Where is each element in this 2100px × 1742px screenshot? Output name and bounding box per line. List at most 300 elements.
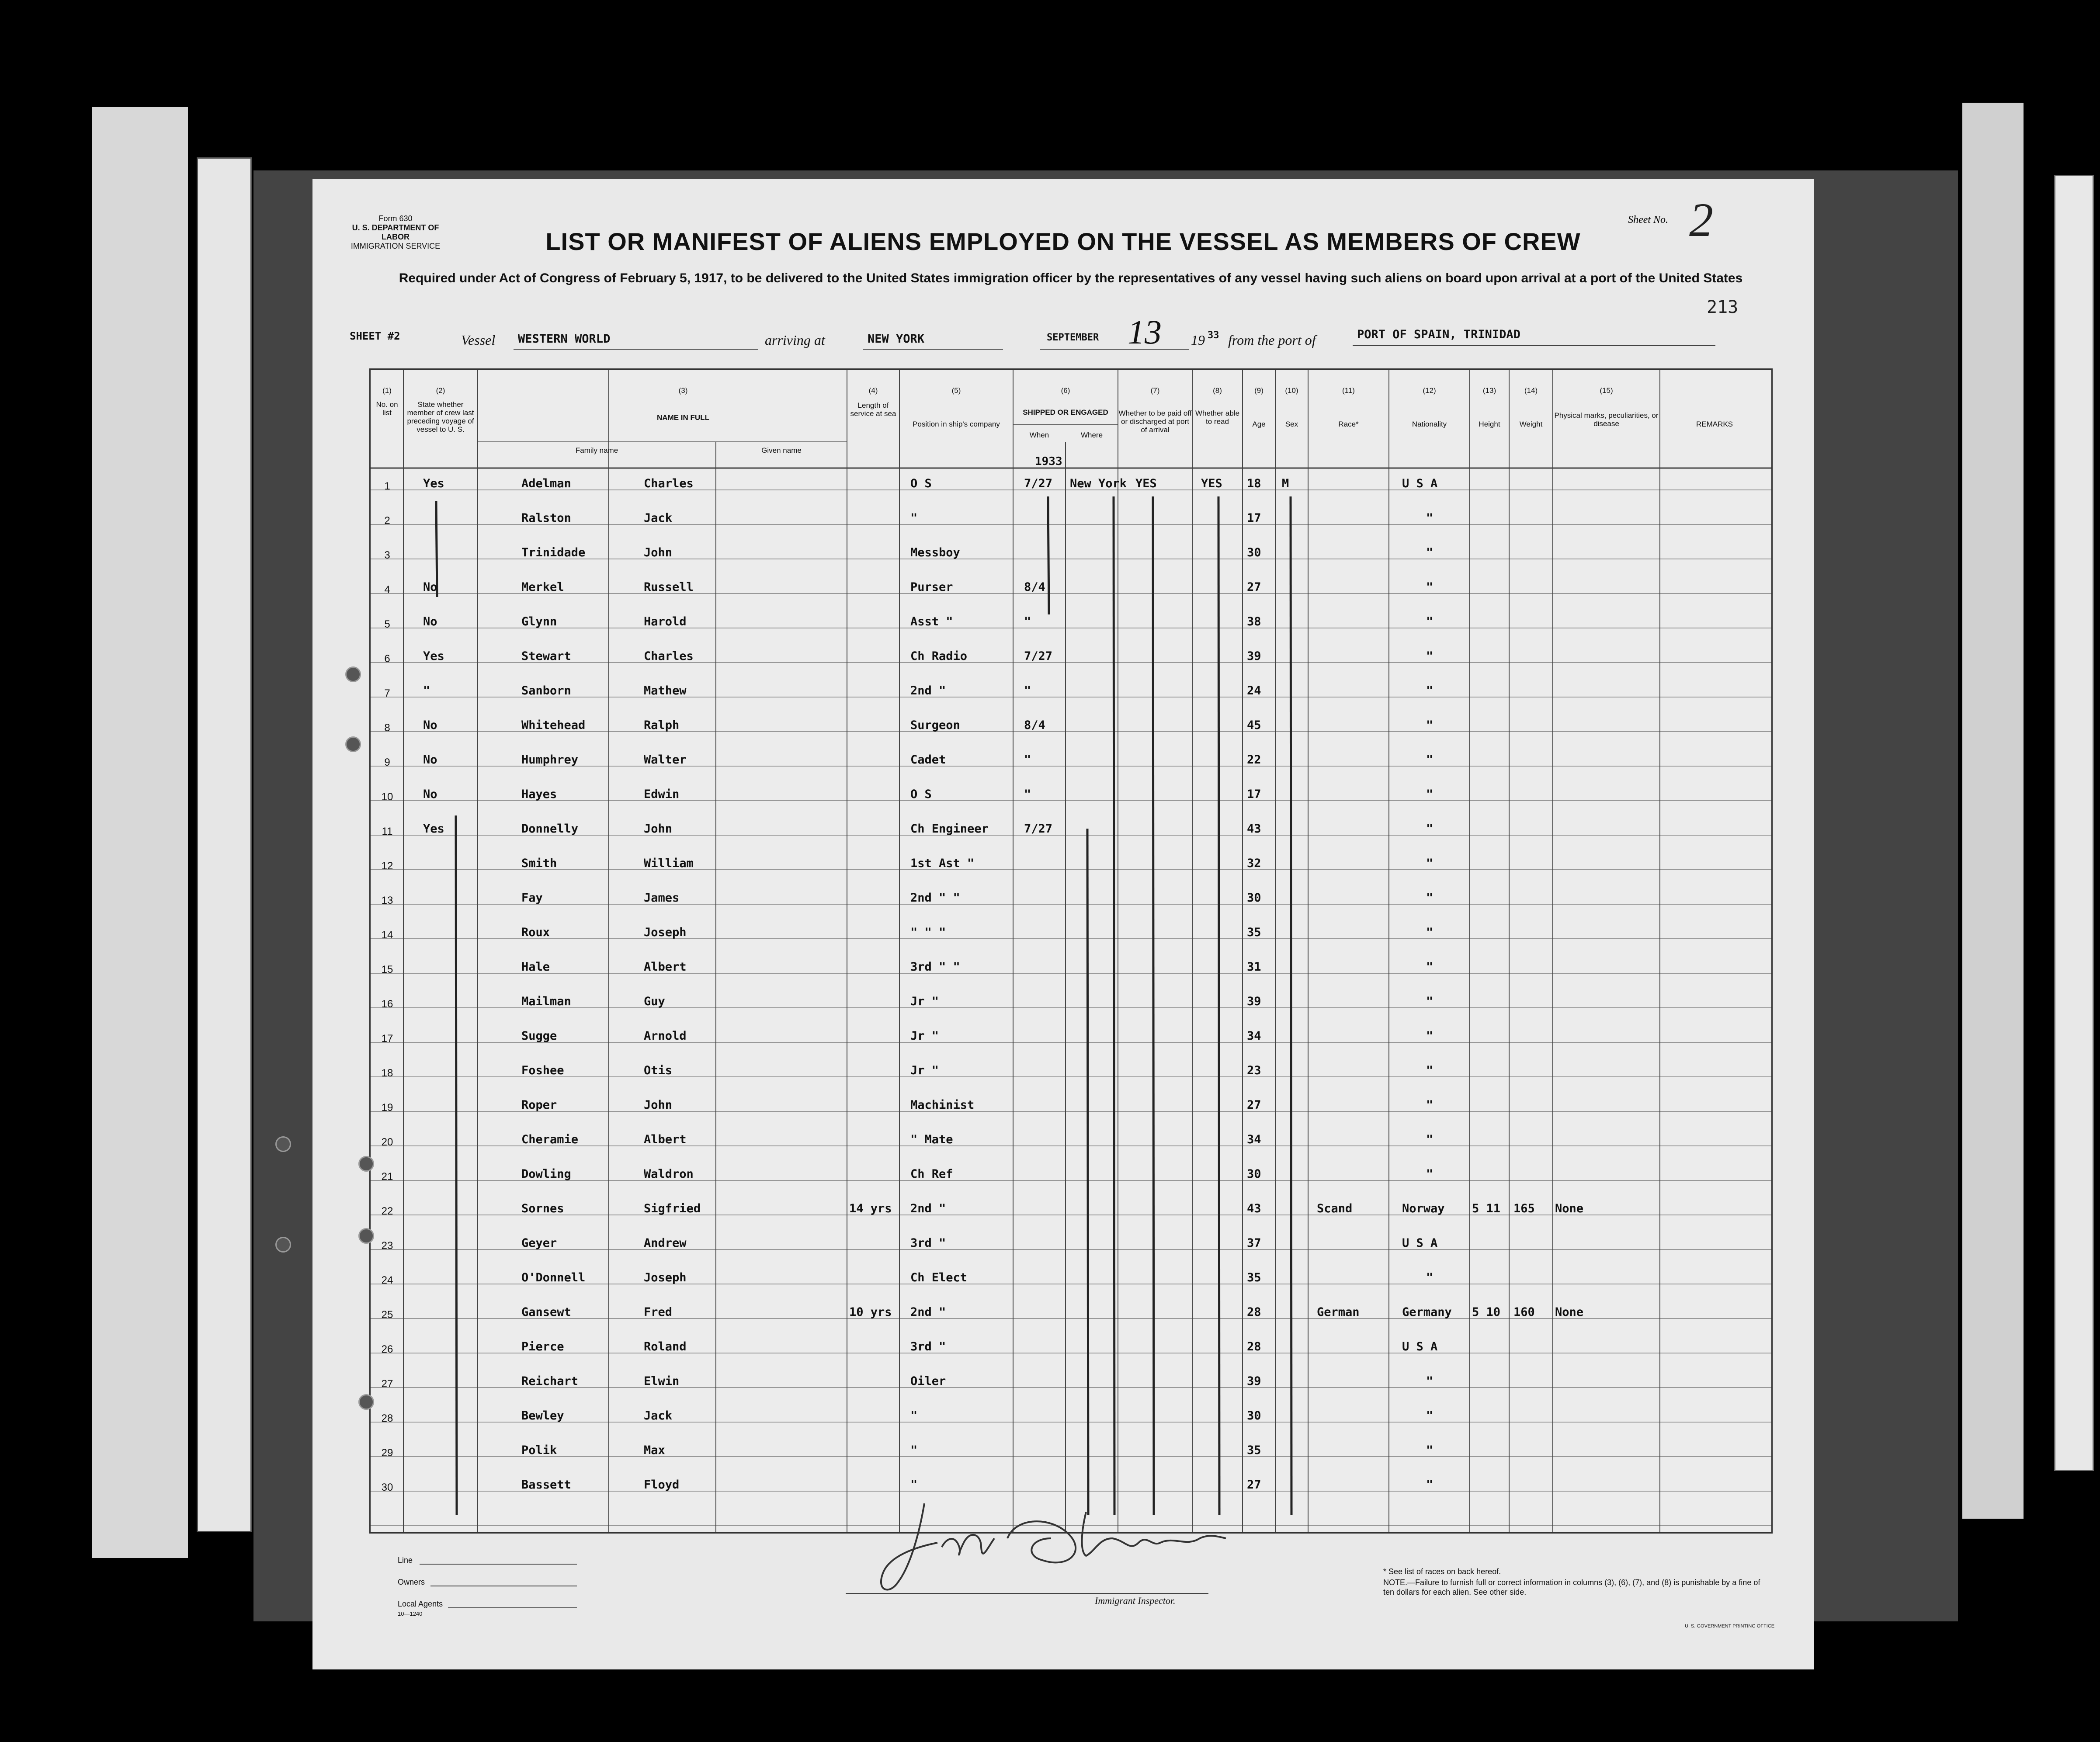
nationality-cell: " bbox=[1426, 857, 1434, 870]
family-name-cell: Reichart bbox=[521, 1374, 579, 1388]
nationality-cell: " bbox=[1426, 1064, 1434, 1077]
binder-hole bbox=[358, 1394, 374, 1410]
shipped-when-cell: 7/27 bbox=[1024, 649, 1053, 663]
shipped-when-cell: " bbox=[1024, 788, 1031, 801]
height-cell: 5 10 bbox=[1472, 1305, 1501, 1319]
position-cell: 3rd " bbox=[910, 1236, 946, 1250]
year-prefix: 19 bbox=[1191, 332, 1205, 348]
given-name-cell: Ralph bbox=[644, 718, 680, 732]
age-cell: 35 bbox=[1247, 926, 1261, 939]
family-name-cell: Sanborn bbox=[521, 684, 571, 697]
position-cell: Asst " bbox=[910, 615, 953, 628]
family-name-cell: Gansewt bbox=[521, 1305, 571, 1319]
length-of-service-cell: 10 yrs bbox=[849, 1305, 892, 1319]
local-agents-code: 10—1240 bbox=[398, 1610, 423, 1617]
age-cell: 28 bbox=[1247, 1305, 1261, 1319]
row-number: 1 bbox=[384, 480, 390, 492]
position-cell: 3rd " bbox=[910, 1340, 946, 1353]
given-name-cell: Waldron bbox=[644, 1167, 694, 1181]
agents-underline bbox=[448, 1607, 577, 1608]
position-cell: O S bbox=[910, 788, 932, 801]
age-cell: 39 bbox=[1247, 1374, 1261, 1388]
given-name-cell: Walter bbox=[644, 753, 687, 767]
col7-number: (7) bbox=[1150, 386, 1160, 395]
physical-marks-cell: None bbox=[1555, 1202, 1584, 1215]
nationality-cell: " bbox=[1426, 995, 1434, 1008]
col2-header: State whether member of crew last preceding voyage of vessel to U. S. bbox=[407, 400, 474, 434]
age-cell: 34 bbox=[1247, 1029, 1261, 1043]
col3-header: NAME IN FULL bbox=[657, 413, 709, 422]
family-name-cell: Pierce bbox=[521, 1340, 564, 1353]
given-name-cell: John bbox=[644, 1098, 673, 1112]
family-name-cell: Dowling bbox=[521, 1167, 571, 1181]
nationality-cell: " bbox=[1426, 546, 1434, 559]
binder-hole bbox=[275, 1237, 291, 1253]
nationality-cell: " bbox=[1426, 1098, 1434, 1112]
position-cell: 2nd " bbox=[910, 1202, 946, 1215]
prev-voyage-cell: Yes bbox=[423, 822, 444, 836]
age-cell: 39 bbox=[1247, 995, 1261, 1008]
paid-off-cell: YES bbox=[1135, 477, 1157, 490]
sheet-number-label: Sheet No. bbox=[1628, 214, 1668, 226]
row-number: 28 bbox=[381, 1412, 393, 1424]
col9-number: (9) bbox=[1254, 386, 1263, 395]
family-name-cell: Bassett bbox=[521, 1478, 571, 1492]
nationality-cell: " bbox=[1426, 684, 1434, 697]
col5-number: (5) bbox=[951, 386, 961, 395]
prev-voyage-cell: No bbox=[423, 788, 437, 801]
prev-voyage-cell: " bbox=[423, 684, 430, 697]
shipped-when-cell: 8/4 bbox=[1024, 718, 1045, 732]
nationality-cell: " bbox=[1426, 1133, 1434, 1146]
nationality-cell: " bbox=[1426, 753, 1434, 767]
binder-hole bbox=[275, 1136, 291, 1152]
nationality-cell: Norway bbox=[1402, 1202, 1445, 1215]
col10-header: Sex bbox=[1285, 420, 1298, 428]
shipped-when-cell: 7/27 bbox=[1024, 822, 1053, 836]
shipped-when-cell: " bbox=[1024, 684, 1031, 697]
age-cell: 43 bbox=[1247, 822, 1261, 836]
age-cell: 30 bbox=[1247, 546, 1261, 559]
printer-note: U. S. GOVERNMENT PRINTING OFFICE bbox=[1685, 1624, 1775, 1629]
age-cell: 27 bbox=[1247, 1478, 1261, 1492]
age-cell: 38 bbox=[1247, 615, 1261, 628]
nationality-cell: " bbox=[1426, 649, 1434, 663]
family-name-cell: Sugge bbox=[521, 1029, 557, 1043]
owners-label: Owners bbox=[398, 1578, 425, 1586]
position-cell: " bbox=[910, 1478, 918, 1492]
age-cell: 32 bbox=[1247, 857, 1261, 870]
family-name-cell: Foshee bbox=[521, 1064, 564, 1077]
row-number: 25 bbox=[381, 1309, 393, 1321]
race-cell: Scand bbox=[1317, 1202, 1353, 1215]
family-name-cell: Humphrey bbox=[521, 753, 579, 767]
form-number: Form 630 bbox=[378, 214, 413, 223]
position-cell: " bbox=[910, 511, 918, 525]
arriving-label: arriving at bbox=[765, 332, 825, 348]
age-cell: 28 bbox=[1247, 1340, 1261, 1353]
nationality-cell: " bbox=[1426, 1374, 1434, 1388]
given-name-cell: Joseph bbox=[644, 926, 687, 939]
col8-header: Whether able to read bbox=[1195, 409, 1240, 426]
family-name-cell: Glynn bbox=[521, 615, 557, 628]
family-name-cell: Merkel bbox=[521, 580, 564, 594]
given-name-cell: Joseph bbox=[644, 1271, 687, 1284]
family-name-cell: Bewley bbox=[521, 1409, 564, 1423]
given-name-cell: Charles bbox=[644, 649, 694, 663]
position-cell: O S bbox=[910, 477, 932, 490]
age-cell: 35 bbox=[1247, 1271, 1261, 1284]
col6-number: (6) bbox=[1061, 386, 1070, 395]
family-name-cell: Cheramie bbox=[521, 1133, 579, 1146]
family-name-cell: Stewart bbox=[521, 649, 571, 663]
family-name-cell: Hale bbox=[521, 960, 550, 974]
height-cell: 5 11 bbox=[1472, 1202, 1501, 1215]
department: U. S. DEPARTMENT OF LABOR bbox=[352, 223, 439, 241]
given-name-cell: Charles bbox=[644, 477, 694, 490]
col5-header: Position in ship's company bbox=[913, 420, 1000, 428]
position-cell: " bbox=[910, 1409, 918, 1423]
position-cell: Cadet bbox=[910, 753, 946, 767]
nationality-cell: U S A bbox=[1402, 1340, 1438, 1353]
col4-number: (4) bbox=[868, 386, 878, 395]
nationality-cell: " bbox=[1426, 1167, 1434, 1181]
given-name-cell: Otis bbox=[644, 1064, 673, 1077]
col15-header: Physical marks, peculiarities, or disease bbox=[1554, 411, 1659, 428]
line-underline bbox=[420, 1564, 577, 1565]
given-name-cell: Arnold bbox=[644, 1029, 687, 1043]
prev-voyage-cell: No bbox=[423, 580, 437, 594]
nationality-cell: U S A bbox=[1402, 477, 1438, 490]
position-cell: Jr " bbox=[910, 995, 939, 1008]
col2-number: (2) bbox=[436, 386, 445, 395]
weight-cell: 160 bbox=[1513, 1305, 1535, 1319]
age-cell: 34 bbox=[1247, 1133, 1261, 1146]
table-grid bbox=[371, 370, 1771, 1532]
nationality-cell: " bbox=[1426, 788, 1434, 801]
immigrant-inspector-label: Immigrant Inspector. bbox=[1095, 1595, 1176, 1606]
given-name-cell: Fred bbox=[644, 1305, 673, 1319]
stamp-number: 213 bbox=[1707, 297, 1739, 317]
row-number: 19 bbox=[381, 1102, 393, 1114]
family-name-cell: Geyer bbox=[521, 1236, 557, 1250]
row-number: 8 bbox=[384, 722, 390, 734]
arrival-month: SEPTEMBER bbox=[1047, 332, 1099, 343]
age-cell: 30 bbox=[1247, 891, 1261, 905]
shipped-when-cell: " bbox=[1024, 753, 1031, 767]
row-number: 9 bbox=[384, 756, 390, 768]
position-cell: Ch Engineer bbox=[910, 822, 989, 836]
prev-voyage-cell: Yes bbox=[423, 649, 444, 663]
row-number: 22 bbox=[381, 1205, 393, 1217]
able-to-read-cell: YES bbox=[1201, 477, 1222, 490]
position-cell: " " " bbox=[910, 926, 946, 939]
nationality-cell: " bbox=[1426, 511, 1434, 525]
left-binder-edge bbox=[92, 107, 188, 1558]
col13-number: (13) bbox=[1482, 386, 1496, 395]
year-suffix: 33 bbox=[1208, 330, 1219, 341]
family-name-cell: Hayes bbox=[521, 788, 557, 801]
from-port-underline bbox=[1353, 345, 1715, 346]
col13-header: Height bbox=[1479, 420, 1500, 428]
age-cell: 18 bbox=[1247, 477, 1261, 490]
family-name-cell: Whitehead bbox=[521, 718, 586, 732]
nationality-cell: Germany bbox=[1402, 1305, 1452, 1319]
given-name-cell: Floyd bbox=[644, 1478, 680, 1492]
length-of-service-cell: 14 yrs bbox=[849, 1202, 892, 1215]
nationality-cell: " bbox=[1426, 1478, 1434, 1492]
family-name-cell: Mailman bbox=[521, 995, 571, 1008]
nationality-cell: U S A bbox=[1402, 1236, 1438, 1250]
position-cell: Oiler bbox=[910, 1374, 946, 1388]
age-cell: 39 bbox=[1247, 649, 1261, 663]
given-name-cell: Russell bbox=[644, 580, 694, 594]
binder-hole bbox=[345, 666, 361, 682]
row-number: 12 bbox=[381, 860, 393, 872]
row-number: 24 bbox=[381, 1274, 393, 1286]
signature-underline bbox=[846, 1593, 1208, 1594]
from-port: PORT OF SPAIN, TRINIDAD bbox=[1357, 328, 1520, 341]
arrival-day: 13 bbox=[1128, 313, 1162, 351]
family-name-cell: Smith bbox=[521, 857, 557, 870]
col11-number: (11) bbox=[1342, 386, 1355, 395]
row-number: 15 bbox=[381, 964, 393, 975]
given-name-cell: James bbox=[644, 891, 680, 905]
col6-header: SHIPPED OR ENGAGED bbox=[1023, 408, 1108, 416]
ditto-stroke bbox=[1153, 496, 1154, 1515]
position-cell: Ch Radio bbox=[910, 649, 968, 663]
form-title: LIST OR MANIFEST OF ALIENS EMPLOYED ON THE VESSEL AS MEMBERS OF CREW bbox=[545, 228, 1581, 255]
row-number: 16 bbox=[381, 998, 393, 1010]
inspector-signature bbox=[824, 1486, 1261, 1600]
given-name-cell: Jack bbox=[644, 511, 673, 525]
position-cell: Messboy bbox=[910, 546, 960, 559]
age-cell: 30 bbox=[1247, 1409, 1261, 1423]
binder-hole bbox=[345, 736, 361, 752]
position-cell: 2nd " bbox=[910, 684, 946, 697]
service: IMMIGRATION SERVICE bbox=[351, 242, 441, 250]
col1-number: (1) bbox=[382, 386, 392, 395]
local-agents-label: Local Agents bbox=[398, 1600, 443, 1608]
family-name-cell: Fay bbox=[521, 891, 543, 905]
nationality-cell: " bbox=[1426, 960, 1434, 974]
col12-number: (12) bbox=[1423, 386, 1436, 395]
nationality-cell: " bbox=[1426, 580, 1434, 594]
prev-voyage-cell: No bbox=[423, 615, 437, 628]
family-name-cell: Polik bbox=[521, 1444, 557, 1457]
nationality-cell: " bbox=[1426, 615, 1434, 628]
row-number: 29 bbox=[381, 1447, 393, 1459]
prev-voyage-cell: No bbox=[423, 718, 437, 732]
given-name-cell: Max bbox=[644, 1444, 665, 1457]
sheet-label: SHEET #2 bbox=[350, 330, 400, 342]
position-cell: Machinist bbox=[910, 1098, 975, 1112]
col3-given-header: Given name bbox=[761, 446, 802, 455]
row-number: 5 bbox=[384, 618, 390, 630]
col1-header: No. on list bbox=[376, 400, 398, 417]
age-cell: 27 bbox=[1247, 580, 1261, 594]
form-subtitle: Required under Act of Congress of February 5, 1917, to be delivered to the United States immigration officer by the representatives of any vessel having such aliens on board upon arrival at a port of the United States bbox=[399, 271, 1743, 285]
family-name-cell: O'Donnell bbox=[521, 1271, 586, 1284]
given-name-cell: Sigfried bbox=[644, 1202, 701, 1215]
position-cell: 3rd " " bbox=[910, 960, 960, 974]
age-cell: 22 bbox=[1247, 753, 1261, 767]
col7-header: Whether to be paid off or discharged at port of arrival bbox=[1118, 409, 1192, 434]
age-cell: 23 bbox=[1247, 1064, 1261, 1077]
nationality-cell: " bbox=[1426, 1409, 1434, 1423]
col3-number: (3) bbox=[678, 386, 688, 395]
sex-cell: M bbox=[1282, 477, 1289, 490]
col14-header: Weight bbox=[1519, 420, 1543, 428]
col14-number: (14) bbox=[1524, 386, 1538, 395]
position-cell: Ch Elect bbox=[910, 1271, 968, 1284]
binder-hole bbox=[358, 1228, 374, 1244]
row-number: 17 bbox=[381, 1033, 393, 1045]
row-number: 23 bbox=[381, 1240, 393, 1252]
age-cell: 31 bbox=[1247, 960, 1261, 974]
row-number: 18 bbox=[381, 1067, 393, 1079]
given-name-cell: Roland bbox=[644, 1340, 687, 1353]
position-cell: " bbox=[910, 1444, 918, 1457]
age-cell: 24 bbox=[1247, 684, 1261, 697]
nationality-cell: " bbox=[1426, 1271, 1434, 1284]
row-number: 10 bbox=[381, 791, 393, 803]
arriving-underline bbox=[863, 349, 1003, 350]
nationality-cell: " bbox=[1426, 1444, 1434, 1457]
age-cell: 17 bbox=[1247, 788, 1261, 801]
position-cell: " Mate bbox=[910, 1133, 953, 1146]
col10-number: (10) bbox=[1285, 386, 1298, 395]
penalty-note: NOTE.—Failure to furnish full or correct information in columns (3), (6), (7), and (8) is punishable by a fine of ten dollars for each alien. See other side. bbox=[1383, 1578, 1760, 1596]
row-number: 21 bbox=[381, 1171, 393, 1183]
given-name-cell: Jack bbox=[644, 1409, 673, 1423]
row-number: 11 bbox=[382, 826, 393, 837]
family-name-cell: Sornes bbox=[521, 1202, 564, 1215]
vessel-underline bbox=[514, 349, 758, 350]
col3-family-header: Family name bbox=[575, 446, 618, 455]
shipped-where-cell: New York bbox=[1070, 477, 1127, 490]
ditto-stroke bbox=[1087, 829, 1088, 1515]
family-name-cell: Ralston bbox=[521, 511, 571, 525]
age-cell: 45 bbox=[1247, 718, 1261, 732]
ditto-stroke bbox=[1218, 496, 1219, 1515]
age-cell: 35 bbox=[1247, 1444, 1261, 1457]
ditto-stroke bbox=[1048, 496, 1049, 614]
row-number: 3 bbox=[384, 549, 390, 561]
row-number: 13 bbox=[381, 895, 393, 906]
row-number: 7 bbox=[384, 687, 390, 699]
col9-header: Age bbox=[1252, 420, 1266, 428]
given-name-cell: Andrew bbox=[644, 1236, 687, 1250]
row-number: 4 bbox=[384, 584, 390, 596]
right-binder-edge bbox=[1962, 103, 2024, 1519]
weight-cell: 165 bbox=[1513, 1202, 1535, 1215]
age-cell: 43 bbox=[1247, 1202, 1261, 1215]
from-port-label: from the port of bbox=[1228, 332, 1316, 348]
given-name-cell: Elwin bbox=[644, 1374, 680, 1388]
age-cell: 17 bbox=[1247, 511, 1261, 525]
nationality-cell: " bbox=[1426, 926, 1434, 939]
vessel-name: WESTERN WORLD bbox=[518, 332, 611, 346]
physical-marks-cell: None bbox=[1555, 1305, 1584, 1319]
col6-where-header: Where bbox=[1080, 431, 1103, 439]
given-name-cell: Edwin bbox=[644, 788, 680, 801]
sheet-number-handwritten: 2 bbox=[1689, 193, 1713, 246]
prev-voyage-cell: Yes bbox=[423, 477, 444, 490]
when-year: 1933 bbox=[1035, 455, 1062, 468]
left-page-stack bbox=[197, 157, 252, 1532]
binder-hole bbox=[358, 1156, 374, 1172]
family-name-cell: Donnelly bbox=[521, 822, 579, 836]
family-name-cell: Roux bbox=[521, 926, 550, 939]
nationality-cell: " bbox=[1426, 822, 1434, 836]
age-cell: 30 bbox=[1247, 1167, 1261, 1181]
col15-number: (15) bbox=[1600, 386, 1613, 395]
nationality-cell: " bbox=[1426, 1029, 1434, 1043]
prev-voyage-cell: No bbox=[423, 753, 437, 767]
col6-when-header: When bbox=[1029, 431, 1049, 439]
family-name-cell: Trinidade bbox=[521, 546, 586, 559]
given-name-cell: William bbox=[644, 857, 694, 870]
given-name-cell: John bbox=[644, 822, 673, 836]
arriving-port: NEW YORK bbox=[868, 332, 925, 346]
shipped-when-cell: " bbox=[1024, 615, 1031, 628]
crew-table bbox=[369, 368, 1773, 1534]
row-number: 14 bbox=[381, 929, 393, 941]
given-name-cell: Harold bbox=[644, 615, 687, 628]
position-cell: 2nd " bbox=[910, 1305, 946, 1319]
date-underline bbox=[1040, 349, 1189, 350]
position-cell: Ch Ref bbox=[910, 1167, 953, 1181]
given-name-cell: Guy bbox=[644, 995, 665, 1008]
shipped-when-cell: 8/4 bbox=[1024, 580, 1045, 594]
col11-header: Race* bbox=[1338, 420, 1359, 428]
shipped-when-cell: 7/27 bbox=[1024, 477, 1053, 490]
row-number: 26 bbox=[381, 1343, 393, 1355]
age-cell: 27 bbox=[1247, 1098, 1261, 1112]
given-name-cell: John bbox=[644, 546, 673, 559]
age-cell: 37 bbox=[1247, 1236, 1261, 1250]
col8-number: (8) bbox=[1213, 386, 1222, 395]
position-cell: Surgeon bbox=[910, 718, 960, 732]
given-name-cell: Albert bbox=[644, 1133, 687, 1146]
family-name-cell: Adelman bbox=[521, 477, 571, 490]
row-number: 6 bbox=[384, 653, 390, 665]
row-number: 30 bbox=[381, 1482, 393, 1493]
races-note: * See list of races on back hereof. bbox=[1383, 1567, 1501, 1576]
col12-header: Nationality bbox=[1412, 420, 1447, 428]
position-cell: Purser bbox=[910, 580, 953, 594]
ditto-stroke bbox=[456, 815, 457, 1515]
right-page-stack bbox=[2054, 175, 2094, 1471]
nationality-cell: " bbox=[1426, 718, 1434, 732]
row-number: 20 bbox=[381, 1136, 393, 1148]
manifest-page bbox=[312, 179, 1814, 1669]
given-name-cell: Mathew bbox=[644, 684, 687, 697]
position-cell: 1st Ast " bbox=[910, 857, 975, 870]
row-number: 27 bbox=[381, 1378, 393, 1390]
position-cell: Jr " bbox=[910, 1029, 939, 1043]
nationality-cell: " bbox=[1426, 891, 1434, 905]
vessel-label: Vessel bbox=[461, 332, 496, 348]
col16-header: REMARKS bbox=[1696, 420, 1733, 428]
row-number: 2 bbox=[384, 515, 390, 527]
position-cell: 2nd " " bbox=[910, 891, 960, 905]
family-name-cell: Roper bbox=[521, 1098, 557, 1112]
line-label: Line bbox=[398, 1556, 413, 1565]
position-cell: Jr " bbox=[910, 1064, 939, 1077]
given-name-cell: Albert bbox=[644, 960, 687, 974]
